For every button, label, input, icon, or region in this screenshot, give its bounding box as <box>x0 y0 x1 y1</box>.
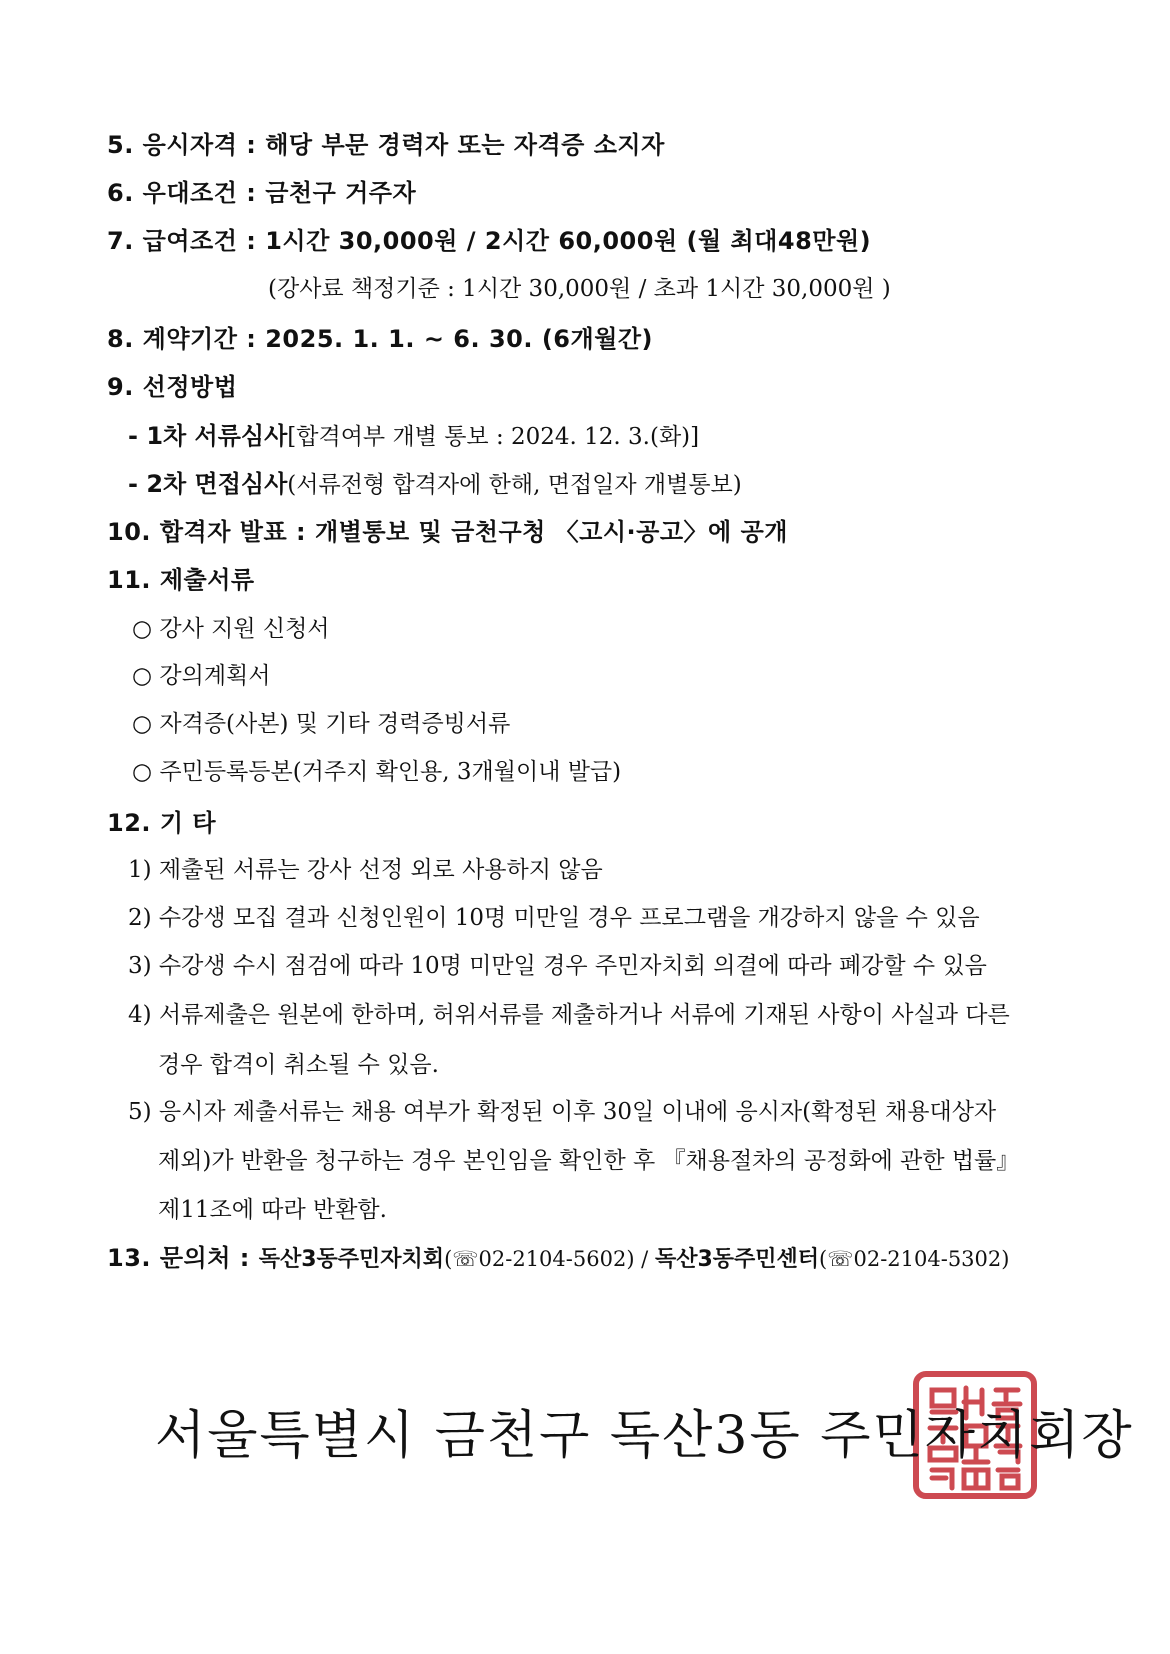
item-8-contract-period: 8. 계약기간 : 2025. 1. 1. ~ 6. 30. (6개월간) <box>107 325 654 353</box>
contact-tel-2: (☏02-2104-5302) <box>819 1247 1010 1271</box>
note-item-continuation: 경우 합격이 취소될 수 있음. <box>158 1052 439 1078</box>
note-item-continuation: 제외)가 반환을 청구하는 경우 본인임을 확인한 후 『채용절차의 공정화에 관한 법률』 <box>158 1148 1020 1174</box>
step-1-label: - 1차 서류심사 <box>128 422 288 450</box>
note-item: 3) 수강생 수시 점검에 따라 10명 미만일 경우 주민자치회 의결에 따라 폐강할 수 있음 <box>128 953 987 979</box>
step-2-label: - 2차 면접심사 <box>128 470 288 498</box>
selection-step-2 <box>128 472 742 497</box>
document-item: ○ 강의계획서 <box>132 663 271 689</box>
document-item: ○ 자격증(사본) 및 기타 경력증빙서류 <box>132 711 511 737</box>
document-item: ○ 주민등록등본(거주지 확인용, 3개월이내 발급) <box>132 759 622 785</box>
contact-label: 13. 문의처 : <box>107 1244 259 1272</box>
note-item-continuation: 제11조에 따라 반환함. <box>158 1197 387 1223</box>
contact-tel-1: (☏02-2104-5602) / <box>444 1247 655 1271</box>
item-13-contact <box>107 1246 1009 1271</box>
item-12-other: 12. 기 타 <box>107 809 217 837</box>
signature-title: 서울특별시 금천구 독산3동 주민자치회장 <box>155 1406 1134 1466</box>
note-item: 2) 수강생 모집 결과 신청인원이 10명 미만일 경우 프로그램을 개강하지 않을 수 있음 <box>128 905 980 931</box>
item-7-salary: 7. 급여조건 : 1시간 30,000원 / 2시간 60,000원 (월 최대48만원) <box>107 227 872 255</box>
item-10-announcement: 10. 합격자 발표 : 개별통보 및 금천구청 〈고시·공고〉에 공개 <box>107 518 788 546</box>
step-1-detail: [합격여부 개별 통보 : 2024. 12. 3.(화)] <box>287 424 700 450</box>
note-item: 4) 서류제출은 원본에 한하며, 허위서류를 제출하거나 서류에 기재된 사항이 사실과 다른 <box>128 1002 1010 1028</box>
note-item: 5) 응시자 제출서류는 채용 여부가 확정된 이후 30일 이내에 응시자(확정된 채용대상자 <box>128 1099 997 1125</box>
item-5-qualification: 5. 응시자격 : 해당 부문 경력자 또는 자격증 소지자 <box>107 131 665 159</box>
item-6-preference: 6. 우대조건 : 금천구 거주자 <box>107 179 417 207</box>
note-item: 1) 제출된 서류는 강사 선정 외로 사용하지 않음 <box>128 857 603 883</box>
selection-step-1 <box>128 424 699 449</box>
item-7-fee-note: (강사료 책정기준 : 1시간 30,000원 / 초과 1시간 30,000원 ) <box>268 276 891 302</box>
contact-org-1: 독산3동주민자치회 <box>258 1247 445 1272</box>
step-2-detail: (서류전형 합격자에 한해, 면접일자 개별통보) <box>287 472 742 498</box>
item-11-documents: 11. 제출서류 <box>107 566 255 594</box>
document-item: ○ 강사 지원 신청서 <box>132 616 330 642</box>
contact-org-2: 독산3동주민센터 <box>654 1247 820 1272</box>
item-9-selection-method: 9. 선정방법 <box>107 373 238 401</box>
